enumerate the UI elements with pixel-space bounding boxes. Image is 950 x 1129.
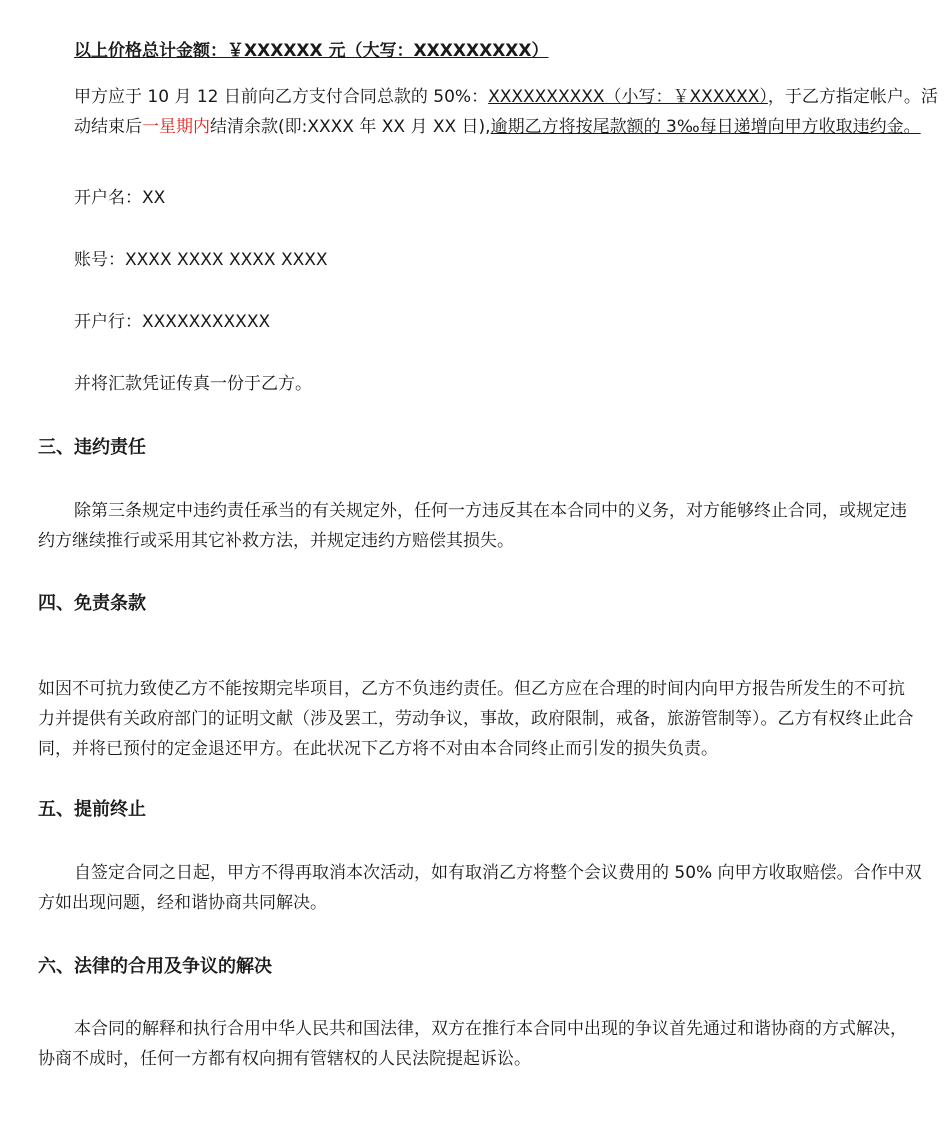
account-number: 账号：XXXX XXXX XXXX XXXX	[74, 250, 328, 270]
fax-notice: 并将汇款凭证传真一份于乙方。	[74, 374, 312, 394]
section-5-title: 五、提前终止	[38, 799, 146, 820]
total-amount-text: 以上价格总计金额：￥XXXXXX 元（大写：XXXXXXXXX）	[74, 41, 549, 61]
section-3-body: 除第三条规定中违约责任承当的有关规定外，任何一方违反其在本合同中的义务，对方能够终止合同，或规定违约方继续推行或采用其它补救方法，并规定违约方赔偿其损失。	[38, 501, 907, 551]
payment-seg3: ，于乙方指定帐户。活动结束后	[74, 87, 938, 137]
total-amount-line	[74, 36, 549, 66]
payment-seg5: 结清余款(即:XXXX 年 XX 月 XX 日),	[210, 117, 491, 137]
section-6-body: 本合同的解释和执行合用中华人民共和国法律，双方在推行本合同中出现的争议首先通过和谐协商的方式解决，协商不成时，任何一方都有权向拥有管辖权的人民法院提起诉讼。	[38, 1019, 907, 1069]
payment-amount-words: XXXXXXXXXX（小写：￥XXXXXX）	[488, 87, 768, 107]
payment-paragraph	[38, 82, 950, 142]
section-4-body: 如因不可抗力致使乙方不能按期完毕项目，乙方不负违约责任。但乙方应在合理的时间内向甲方报告所发生的不可抗力并提供有关政府部门的证明文献（涉及罢工，劳动争议，事故，政府限制，戒备，旅游管制等）。乙方有权终止此合同，并将已预付的定金退还甲方。在此状况下乙方将不对由本合同终止而引发的损失负责。	[38, 679, 914, 759]
section-6-title: 六、法律的合用及争议的解决	[38, 956, 272, 977]
section-3-title: 三、违约责任	[38, 437, 146, 458]
account-bank: 开户行：XXXXXXXXXXX	[74, 312, 271, 332]
payment-penalty-clause: 逾期乙方将按尾款额的 3‰每日递增向甲方收取违约金。	[490, 117, 921, 137]
section-4-title: 四、免责条款	[38, 593, 146, 614]
section-5-body: 自签定合同之日起，甲方不得再取消本次活动，如有取消乙方将整个会议费用的 50% 向甲方收取赔偿。合作中双方如出现问题，经和谐协商共同解决。	[38, 863, 922, 913]
payment-seg1: 甲方应于 10 月 12 日前向乙方支付合同总款的 50%：	[74, 87, 489, 107]
payment-deadline-highlight: 一星期内	[142, 117, 210, 137]
account-name: 开户名：XX	[74, 188, 166, 208]
